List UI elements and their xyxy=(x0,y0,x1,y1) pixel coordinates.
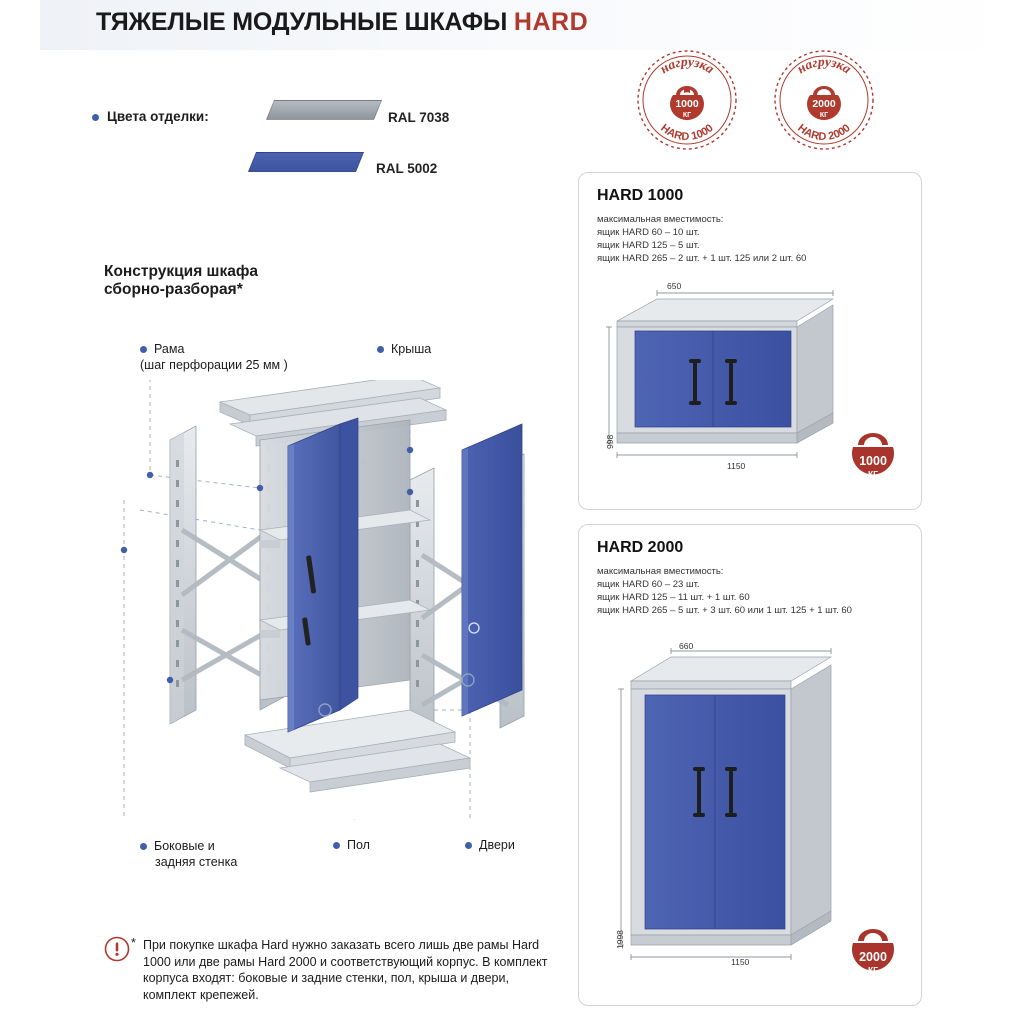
bullet-icon xyxy=(140,843,147,850)
callout-roof xyxy=(377,342,431,356)
footnote-text: При покупке шкафа Hard нужно заказать всего лишь две рамы Hard 1000 или две рамы Hard 2000 и соответствующий корпус. В комплект корпуса входят: боковые и задние стенки, пол, крыша и двери, комплект крепежей. xyxy=(143,938,548,1002)
card-2-capacity-line-1: ящик HARD 60 – 23 шт. xyxy=(597,579,700,590)
bullet-icon xyxy=(140,346,147,353)
card-2-load-badge xyxy=(841,923,905,987)
card-1-badge-weight: 1000 xyxy=(859,454,887,468)
card-1-capacity-line-2: ящик HARD 125 – 5 шт. xyxy=(597,240,700,251)
callout-sides-sub: задняя стенка xyxy=(155,855,238,869)
card-1-cabinet-drawing xyxy=(605,283,855,473)
medallion-top-text-1: нагрузка xyxy=(657,53,717,77)
card-hard-2000 xyxy=(578,524,922,1006)
card-2-height-dim: 1998 xyxy=(615,930,625,949)
card-2-capacity xyxy=(597,565,852,617)
bullet-icon xyxy=(333,842,340,849)
card-1-depth-dim: 650 xyxy=(667,281,682,291)
card-2-capacity-caption: максимальная вместимость: xyxy=(597,566,724,577)
card-2-badge-unit: КГ xyxy=(867,965,879,975)
medallion-model-1: HARD 1000 xyxy=(658,122,716,144)
bullet-icon xyxy=(377,346,384,353)
page-title-main: ТЯЖЕЛЫЕ МОДУЛЬНЫЕ ШКАФЫ xyxy=(96,8,508,36)
card-1-capacity-line-3: ящик HARD 265 – 2 шт. + 1 шт. 125 или 2 шт. 60 xyxy=(597,253,807,264)
color-name-ral7038: RAL 7038 xyxy=(388,110,450,125)
callout-roof-label: Крыша xyxy=(391,342,432,356)
footnote-star: * xyxy=(131,936,136,950)
card-2-capacity-line-2: ящик HARD 125 – 11 шт. + 1 шт. 60 xyxy=(597,592,750,603)
construction-title-line1: Конструкция шкафа xyxy=(104,263,259,280)
color-name-ral5002: RAL 5002 xyxy=(376,161,438,176)
construction-title xyxy=(104,263,258,299)
card-1-title: HARD 1000 xyxy=(597,187,684,204)
color-swatch-ral7038 xyxy=(266,100,382,120)
svg-text:2000: 2000 xyxy=(812,98,836,110)
card-2-cabinet-drawing xyxy=(609,643,859,973)
callout-doors xyxy=(465,838,515,852)
warning-icon xyxy=(104,936,130,962)
callout-sides xyxy=(140,838,237,870)
construction-title-line2: сборно-разборая* xyxy=(104,281,243,298)
callout-floor-label: Пол xyxy=(347,838,370,852)
medallion-hard-2000 xyxy=(770,46,878,154)
exploded-cabinet-diagram xyxy=(110,380,580,820)
bullet-icon xyxy=(465,842,472,849)
bullet-icon xyxy=(92,114,99,121)
page-title xyxy=(96,8,588,37)
callout-sides-label: Боковые и xyxy=(154,839,215,853)
finish-colors-label xyxy=(92,109,209,124)
card-1-height-dim: 998 xyxy=(605,434,615,449)
color-swatch-ral5002 xyxy=(248,152,364,172)
callout-floor xyxy=(333,838,370,852)
svg-text:КГ: КГ xyxy=(682,112,692,119)
callout-frame-label: Рама xyxy=(154,342,185,356)
card-1-load-badge xyxy=(841,427,905,491)
card-hard-1000 xyxy=(578,172,922,510)
card-1-badge-unit: КГ xyxy=(867,469,879,479)
card-2-title: HARD 2000 xyxy=(597,539,684,556)
medallion-model-2: HARD 2000 xyxy=(795,122,853,144)
brand-name: HARD xyxy=(513,8,589,36)
svg-text:КГ: КГ xyxy=(819,112,829,119)
callout-doors-label: Двери xyxy=(479,838,515,852)
card-2-capacity-line-3: ящик HARD 265 – 5 шт. + 3 шт. 60 или 1 шт. 125 + 1 шт. 60 xyxy=(597,605,852,616)
header-left-accent xyxy=(0,0,40,50)
card-1-capacity-caption: максимальная вместимость: xyxy=(597,214,724,225)
card-2-depth-dim: 660 xyxy=(679,641,694,651)
callout-frame-sub: (шаг перфорации 25 мм ) xyxy=(140,358,288,372)
svg-text:1000: 1000 xyxy=(675,98,699,110)
card-1-capacity-line-1: ящик HARD 60 – 10 шт. xyxy=(597,227,700,238)
finish-colors-text: Цвета отделки: xyxy=(107,109,209,124)
callout-frame xyxy=(140,342,288,372)
card-2-badge-weight: 2000 xyxy=(859,950,887,964)
card-1-capacity xyxy=(597,213,806,265)
card-2-width-dim: 1150 xyxy=(731,957,750,967)
medallion-top-text-2: нагрузка xyxy=(794,53,854,77)
medallion-hard-1000 xyxy=(633,46,741,154)
card-1-width-dim: 1150 xyxy=(727,461,746,471)
